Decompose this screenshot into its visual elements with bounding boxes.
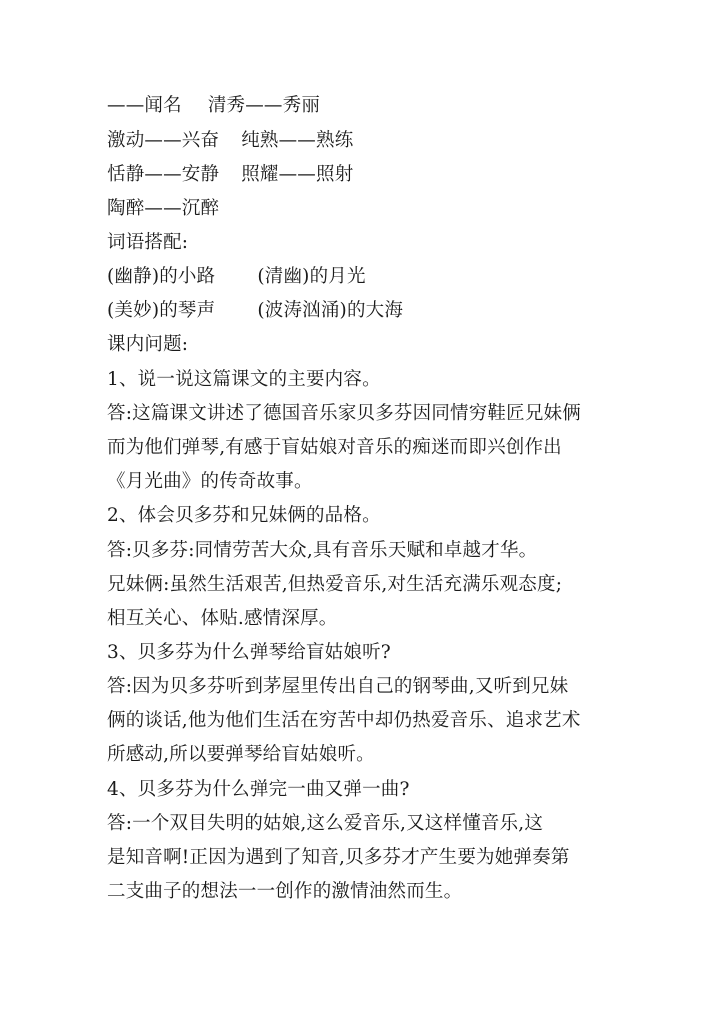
collocation-item: (美妙)的琴声 [107, 300, 216, 321]
answer-2-line: 兄妹俩:虽然生活艰苦,但热爱音乐,对生活充满乐观态度; [107, 574, 563, 595]
answer-2-line: 相互关心、体贴.感情深厚。 [107, 608, 338, 629]
vocab-row-4 [107, 199, 617, 219]
vocab-pair: 激动——兴奋 [107, 130, 220, 151]
question-3: 3、贝多芬为什么弹琴给盲姑娘听? [107, 642, 391, 663]
collocation-row-2 [107, 301, 617, 321]
collocation-row-1 [107, 267, 617, 287]
answer-1-line: 《月光曲》的传奇故事。 [107, 471, 313, 492]
answer-3-line: 所感动,所以要弹琴给盲姑娘听。 [107, 744, 375, 765]
vocab-row-1 [107, 96, 617, 116]
collocation-heading: 词语搭配: [107, 232, 189, 253]
answer-4-line: 是知音啊!正因为遇到了知音,贝多芬才产生要为她弹奏第 [107, 847, 570, 868]
vocab-pair: 恬静——安静 [107, 164, 220, 185]
question-2: 2、体会贝多芬和兄妹俩的品格。 [107, 505, 381, 526]
vocab-row-2 [107, 131, 617, 151]
vocab-pair: 纯熟——熟练 [241, 130, 354, 151]
vocab-row-3 [107, 165, 617, 185]
collocation-item: (波涛汹涌)的大海 [257, 300, 404, 321]
answer-1-line: 而为他们弹琴,有感于盲姑娘对音乐的痴迷而即兴创作出 [107, 437, 562, 458]
questions-heading: 课内问题: [107, 334, 189, 355]
question-4: 4、贝多芬为什么弹完一曲又弹一曲? [107, 779, 410, 800]
vocab-pair: 陶醉——沉醉 [107, 198, 220, 219]
answer-4-line: 答:一个双目失明的姑娘,这么爱音乐,又这样懂音乐,这 [107, 813, 544, 834]
answer-4-line: 二支曲子的想法一一创作的激情油然而生。 [107, 881, 463, 902]
vocab-pair: 清秀——秀丽 [207, 95, 321, 116]
collocation-item: (幽静)的小路 [107, 266, 216, 287]
answer-1-line: 答:这篇课文讲述了德国音乐家贝多芬因同情穷鞋匠兄妹俩 [107, 403, 581, 424]
question-1: 1、说一说这篇课文的主要内容。 [107, 369, 381, 390]
collocation-item: (清幽)的月光 [257, 266, 366, 287]
answer-3-line: 答:因为贝多芬听到茅屋里传出自己的钢琴曲,又听到兄妹 [107, 676, 569, 697]
vocab-pair: ——闻名 [107, 95, 182, 116]
answer-3-line: 俩的谈话,他为他们生活在穷苦中却仍热爱音乐、追求艺术 [107, 710, 581, 731]
answer-2-line: 答:贝多芬:同情劳苦大众,具有音乐天赋和卓越才华。 [107, 540, 538, 561]
vocab-pair: 照耀——照射 [241, 164, 354, 185]
